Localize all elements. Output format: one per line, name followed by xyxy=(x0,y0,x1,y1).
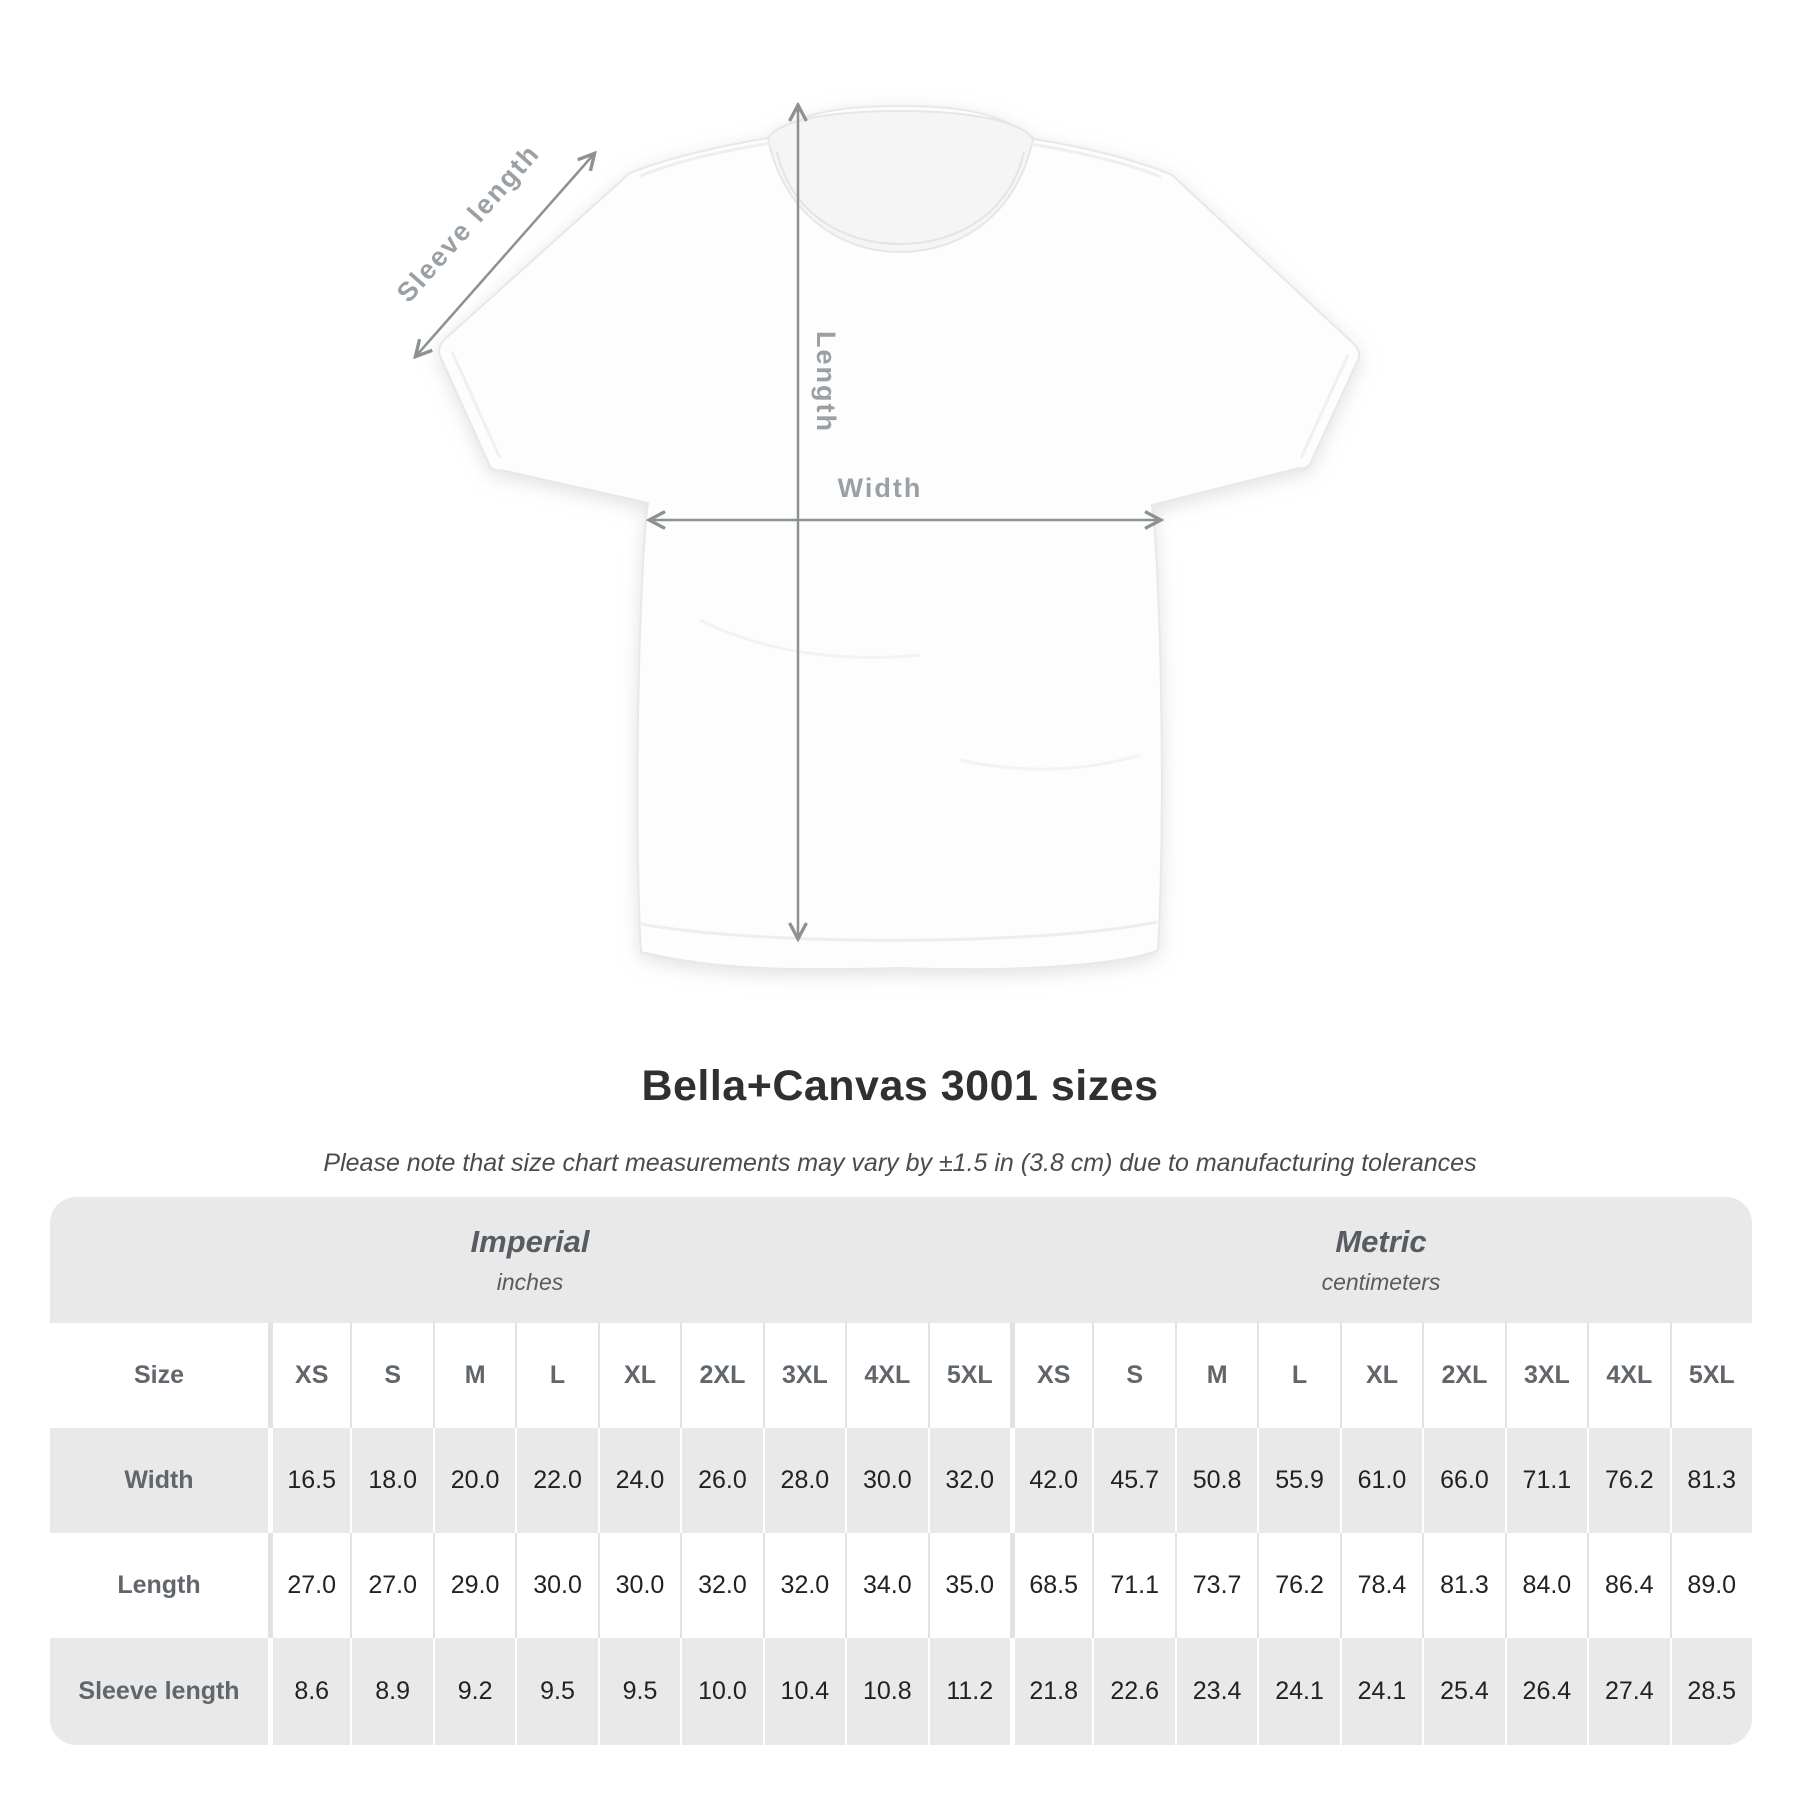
value-cell: 11.2 xyxy=(928,1638,1010,1745)
col-header: L xyxy=(515,1323,597,1428)
col-header: 4XL xyxy=(845,1323,927,1428)
value-cell: 24.1 xyxy=(1340,1638,1422,1745)
col-header: XS xyxy=(1010,1323,1092,1428)
value-cell: 84.0 xyxy=(1505,1533,1587,1638)
value-cell: 30.0 xyxy=(598,1533,680,1638)
col-header: 2XL xyxy=(680,1323,762,1428)
tshirt-image xyxy=(439,106,1359,969)
length-label: Length xyxy=(811,331,841,433)
value-cell: 73.7 xyxy=(1175,1533,1257,1638)
value-cell: 21.8 xyxy=(1010,1638,1092,1745)
col-header: 3XL xyxy=(763,1323,845,1428)
value-cell: 45.7 xyxy=(1092,1428,1174,1533)
value-cell: 25.4 xyxy=(1422,1638,1504,1745)
value-cell: 50.8 xyxy=(1175,1428,1257,1533)
table-row-length xyxy=(50,1533,1752,1638)
col-header: S xyxy=(350,1323,432,1428)
value-cell: 34.0 xyxy=(845,1533,927,1638)
value-cell: 20.0 xyxy=(433,1428,515,1533)
width-label: Width xyxy=(837,473,923,503)
value-cell: 29.0 xyxy=(433,1533,515,1638)
col-header: XL xyxy=(1340,1323,1422,1428)
value-cell: 10.0 xyxy=(680,1638,762,1745)
value-cell: 68.5 xyxy=(1010,1533,1092,1638)
value-cell: 18.0 xyxy=(350,1428,432,1533)
value-cell: 16.5 xyxy=(268,1428,350,1533)
value-cell: 32.0 xyxy=(763,1533,845,1638)
value-cell: 55.9 xyxy=(1257,1428,1339,1533)
imperial-group-header xyxy=(50,1197,1010,1323)
value-cell: 23.4 xyxy=(1175,1638,1257,1745)
value-cell: 32.0 xyxy=(928,1428,1010,1533)
table-row-sleeve-length xyxy=(50,1638,1752,1745)
value-cell: 22.6 xyxy=(1092,1638,1174,1745)
value-cell: 76.2 xyxy=(1587,1428,1669,1533)
page-title: Bella+Canvas 3001 sizes xyxy=(641,1062,1159,1110)
value-cell: 27.0 xyxy=(268,1533,350,1638)
value-cell: 26.4 xyxy=(1505,1638,1587,1745)
value-cell: 28.5 xyxy=(1670,1638,1752,1745)
value-cell: 24.0 xyxy=(598,1428,680,1533)
size-col-header: Size xyxy=(133,1361,185,1389)
col-header: 4XL xyxy=(1587,1323,1669,1428)
row-label: Length xyxy=(117,1571,201,1599)
metric-group-unit: centimeters xyxy=(1321,1269,1441,1295)
value-cell: 71.1 xyxy=(1092,1533,1174,1638)
metric-group-header xyxy=(1010,1197,1752,1323)
value-cell: 9.2 xyxy=(433,1638,515,1745)
size-header-row xyxy=(50,1323,1752,1428)
value-cell: 9.5 xyxy=(598,1638,680,1745)
value-cell: 24.1 xyxy=(1257,1638,1339,1745)
value-cell: 32.0 xyxy=(680,1533,762,1638)
metric-group-name: Metric xyxy=(1335,1224,1427,1259)
value-cell: 27.0 xyxy=(350,1533,432,1638)
value-cell: 86.4 xyxy=(1587,1533,1669,1638)
value-cell: 42.0 xyxy=(1010,1428,1092,1533)
col-header: 5XL xyxy=(928,1323,1010,1428)
table-row-width xyxy=(50,1428,1752,1533)
value-cell: 8.9 xyxy=(350,1638,432,1745)
value-cell: 9.5 xyxy=(515,1638,597,1745)
value-cell: 78.4 xyxy=(1340,1533,1422,1638)
value-cell: 89.0 xyxy=(1670,1533,1752,1638)
value-cell: 61.0 xyxy=(1340,1428,1422,1533)
row-label: Sleeve length xyxy=(78,1677,240,1705)
value-cell: 35.0 xyxy=(928,1533,1010,1638)
unit-group-row xyxy=(50,1197,1752,1323)
col-header: M xyxy=(433,1323,515,1428)
value-cell: 22.0 xyxy=(515,1428,597,1533)
value-cell: 66.0 xyxy=(1422,1428,1504,1533)
col-header: S xyxy=(1092,1323,1174,1428)
col-header: 5XL xyxy=(1670,1323,1752,1428)
value-cell: 8.6 xyxy=(268,1638,350,1745)
size-table xyxy=(50,1197,1752,1745)
value-cell: 76.2 xyxy=(1257,1533,1339,1638)
value-cell: 30.0 xyxy=(515,1533,597,1638)
value-cell: 10.4 xyxy=(763,1638,845,1745)
col-header: M xyxy=(1175,1323,1257,1428)
col-header: 2XL xyxy=(1422,1323,1504,1428)
col-header: 3XL xyxy=(1505,1323,1587,1428)
value-cell: 28.0 xyxy=(763,1428,845,1533)
value-cell: 30.0 xyxy=(845,1428,927,1533)
value-cell: 26.0 xyxy=(680,1428,762,1533)
value-cell: 71.1 xyxy=(1505,1428,1587,1533)
sleeve-length-label: Sleeve length xyxy=(390,138,546,309)
value-cell: 81.3 xyxy=(1422,1533,1504,1638)
imperial-group-name: Imperial xyxy=(470,1224,590,1259)
page-subtitle: Please note that size chart measurements may vary by ±1.5 in (3.8 cm) due to manufacturing tolerances xyxy=(323,1149,1477,1177)
imperial-group-unit: inches xyxy=(496,1269,564,1295)
value-cell: 10.8 xyxy=(845,1638,927,1745)
col-header: L xyxy=(1257,1323,1339,1428)
col-header: XL xyxy=(598,1323,680,1428)
value-cell: 81.3 xyxy=(1670,1428,1752,1533)
col-header: XS xyxy=(268,1323,350,1428)
value-cell: 27.4 xyxy=(1587,1638,1669,1745)
row-label: Width xyxy=(124,1466,194,1494)
